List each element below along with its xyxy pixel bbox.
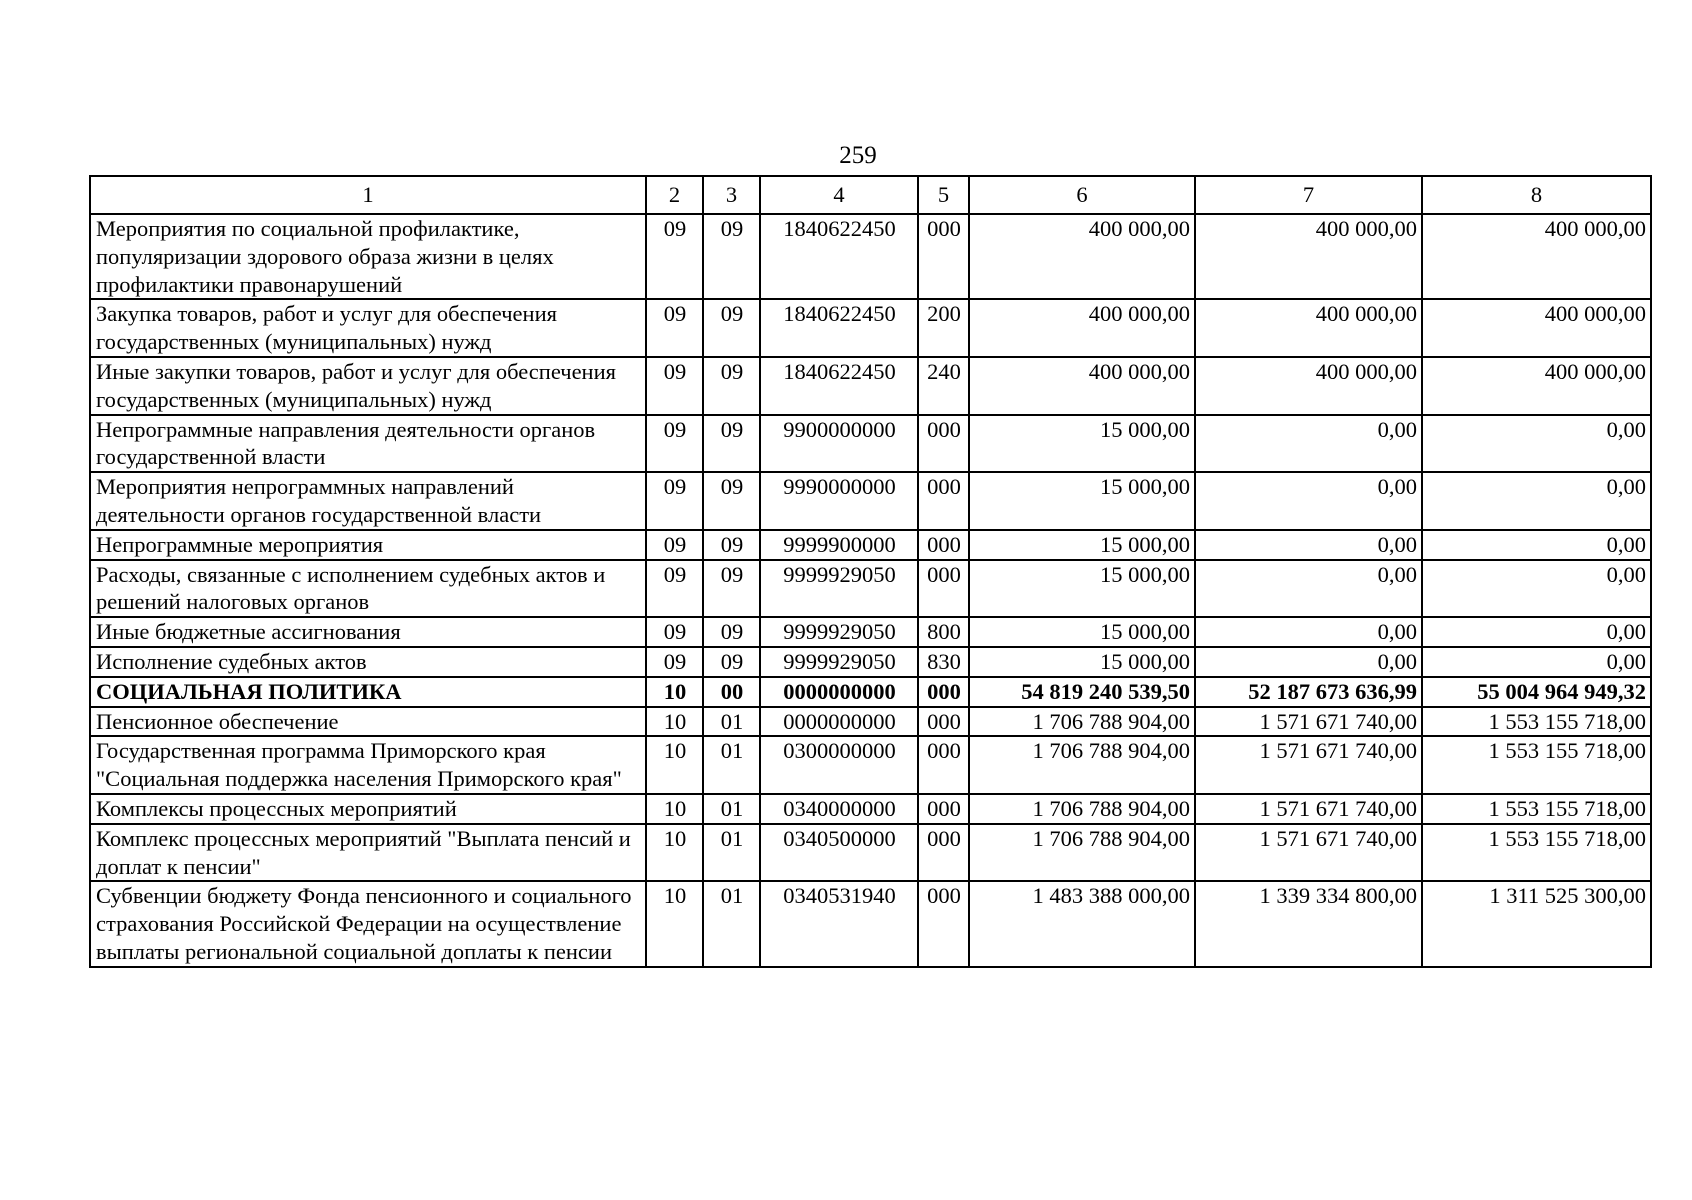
subsection-code: 00 <box>703 677 760 707</box>
subsection-code: 01 <box>703 707 760 737</box>
amount-col-7: 0,00 <box>1195 472 1422 530</box>
amount-col-7: 1 339 334 800,00 <box>1195 881 1422 966</box>
expense-type-code: 000 <box>918 530 969 560</box>
amount-col-8: 0,00 <box>1422 560 1651 618</box>
subsection-code: 09 <box>703 530 760 560</box>
amount-col-6: 1 706 788 904,00 <box>969 794 1195 824</box>
row-name: Мероприятия по социальной профилактике, популяризации здорового образа жизни в целях профилактики правонарушений <box>90 214 646 299</box>
table-row <box>90 707 1651 737</box>
amount-col-7: 0,00 <box>1195 617 1422 647</box>
amount-col-6: 400 000,00 <box>969 357 1195 415</box>
page-number: 259 <box>839 142 877 169</box>
amount-col-7: 1 571 671 740,00 <box>1195 824 1422 882</box>
target-article-code: 0340500000 <box>760 824 918 882</box>
amount-col-6: 15 000,00 <box>969 472 1195 530</box>
expense-type-code: 000 <box>918 214 969 299</box>
expense-type-code: 000 <box>918 472 969 530</box>
column-header-5: 5 <box>918 176 969 214</box>
target-article-code: 0340000000 <box>760 794 918 824</box>
amount-col-6: 1 706 788 904,00 <box>969 736 1195 794</box>
row-name: Пенсионное обеспечение <box>90 707 646 737</box>
table-row <box>90 214 1651 299</box>
target-article-code: 1840622450 <box>760 214 918 299</box>
amount-col-6: 1 706 788 904,00 <box>969 824 1195 882</box>
expense-type-code: 200 <box>918 299 969 357</box>
amount-col-8: 0,00 <box>1422 647 1651 677</box>
target-article-code: 9999929050 <box>760 647 918 677</box>
section-code: 09 <box>646 472 703 530</box>
column-header-2: 2 <box>646 176 703 214</box>
expense-type-code: 000 <box>918 707 969 737</box>
section-code: 09 <box>646 214 703 299</box>
amount-col-8: 400 000,00 <box>1422 299 1651 357</box>
subsection-code: 09 <box>703 214 760 299</box>
expense-type-code: 830 <box>918 647 969 677</box>
section-code: 09 <box>646 560 703 618</box>
target-article-code: 0340531940 <box>760 881 918 966</box>
table-row <box>90 560 1651 618</box>
amount-col-6: 1 706 788 904,00 <box>969 707 1195 737</box>
expense-type-code: 000 <box>918 736 969 794</box>
amount-col-7: 400 000,00 <box>1195 214 1422 299</box>
expense-type-code: 000 <box>918 881 969 966</box>
table-body <box>90 214 1651 967</box>
section-code: 10 <box>646 794 703 824</box>
row-name: Исполнение судебных актов <box>90 647 646 677</box>
amount-col-7: 400 000,00 <box>1195 357 1422 415</box>
table-row <box>90 617 1651 647</box>
row-name: Иные бюджетные ассигнования <box>90 617 646 647</box>
amount-col-8: 55 004 964 949,32 <box>1422 677 1651 707</box>
amount-col-8: 1 553 155 718,00 <box>1422 736 1651 794</box>
expense-type-code: 000 <box>918 677 969 707</box>
section-code: 10 <box>646 736 703 794</box>
amount-col-6: 1 483 388 000,00 <box>969 881 1195 966</box>
expense-type-code: 000 <box>918 824 969 882</box>
row-name: Иные закупки товаров, работ и услуг для обеспечения государственных (муниципальных) нужд <box>90 357 646 415</box>
target-article-code: 0000000000 <box>760 677 918 707</box>
section-code: 10 <box>646 707 703 737</box>
header-row <box>90 176 1651 214</box>
section-code: 10 <box>646 677 703 707</box>
amount-col-7: 1 571 671 740,00 <box>1195 794 1422 824</box>
subsection-code: 09 <box>703 560 760 618</box>
table-row <box>90 472 1651 530</box>
column-header-4: 4 <box>760 176 918 214</box>
section-code: 09 <box>646 530 703 560</box>
expense-type-code: 000 <box>918 415 969 473</box>
amount-col-6: 15 000,00 <box>969 415 1195 473</box>
budget-table <box>89 175 1652 968</box>
section-code: 09 <box>646 299 703 357</box>
table-header <box>90 176 1651 214</box>
expense-type-code: 000 <box>918 794 969 824</box>
target-article-code: 1840622450 <box>760 299 918 357</box>
amount-col-7: 0,00 <box>1195 415 1422 473</box>
column-header-3: 3 <box>703 176 760 214</box>
section-code: 09 <box>646 617 703 647</box>
amount-col-8: 400 000,00 <box>1422 357 1651 415</box>
target-article-code: 9900000000 <box>760 415 918 473</box>
target-article-code: 0000000000 <box>760 707 918 737</box>
amount-col-8: 0,00 <box>1422 472 1651 530</box>
table-row <box>90 647 1651 677</box>
row-name: Комплекс процессных мероприятий "Выплата пенсий и доплат к пенсии" <box>90 824 646 882</box>
target-article-code: 9999929050 <box>760 560 918 618</box>
row-name: СОЦИАЛЬНАЯ ПОЛИТИКА <box>90 677 646 707</box>
column-header-1: 1 <box>90 176 646 214</box>
expense-type-code: 000 <box>918 560 969 618</box>
amount-col-7: 0,00 <box>1195 530 1422 560</box>
target-article-code: 9999900000 <box>760 530 918 560</box>
table-row <box>90 824 1651 882</box>
subsection-code: 09 <box>703 472 760 530</box>
target-article-code: 9999929050 <box>760 617 918 647</box>
subsection-code: 09 <box>703 415 760 473</box>
table-row <box>90 881 1651 966</box>
target-article-code: 1840622450 <box>760 357 918 415</box>
amount-col-6: 400 000,00 <box>969 299 1195 357</box>
row-name: Закупка товаров, работ и услуг для обеспечения государственных (муниципальных) нужд <box>90 299 646 357</box>
row-name: Непрограммные направления деятельности органов государственной власти <box>90 415 646 473</box>
amount-col-7: 0,00 <box>1195 560 1422 618</box>
amount-col-8: 1 553 155 718,00 <box>1422 794 1651 824</box>
column-header-8: 8 <box>1422 176 1651 214</box>
subsection-code: 09 <box>703 357 760 415</box>
amount-col-8: 1 553 155 718,00 <box>1422 707 1651 737</box>
target-article-code: 0300000000 <box>760 736 918 794</box>
column-header-6: 6 <box>969 176 1195 214</box>
column-header-7: 7 <box>1195 176 1422 214</box>
amount-col-7: 52 187 673 636,99 <box>1195 677 1422 707</box>
expense-type-code: 240 <box>918 357 969 415</box>
amount-col-6: 54 819 240 539,50 <box>969 677 1195 707</box>
row-name: Государственная программа Приморского края "Социальная поддержка населения Приморского края" <box>90 736 646 794</box>
amount-col-6: 15 000,00 <box>969 617 1195 647</box>
row-name: Расходы, связанные с исполнением судебных актов и решений налоговых органов <box>90 560 646 618</box>
row-name: Непрограммные мероприятия <box>90 530 646 560</box>
table-row <box>90 794 1651 824</box>
amount-col-7: 1 571 671 740,00 <box>1195 736 1422 794</box>
amount-col-8: 1 311 525 300,00 <box>1422 881 1651 966</box>
target-article-code: 9990000000 <box>760 472 918 530</box>
section-code: 09 <box>646 647 703 677</box>
amount-col-6: 15 000,00 <box>969 530 1195 560</box>
section-code: 09 <box>646 415 703 473</box>
amount-col-8: 0,00 <box>1422 617 1651 647</box>
expense-type-code: 800 <box>918 617 969 647</box>
amount-col-8: 1 553 155 718,00 <box>1422 824 1651 882</box>
amount-col-8: 0,00 <box>1422 530 1651 560</box>
subsection-code: 09 <box>703 299 760 357</box>
amount-col-6: 15 000,00 <box>969 560 1195 618</box>
amount-col-7: 1 571 671 740,00 <box>1195 707 1422 737</box>
table-row <box>90 530 1651 560</box>
table-row <box>90 677 1651 707</box>
section-code: 10 <box>646 881 703 966</box>
amount-col-6: 400 000,00 <box>969 214 1195 299</box>
subsection-code: 01 <box>703 824 760 882</box>
subsection-code: 01 <box>703 881 760 966</box>
amount-col-6: 15 000,00 <box>969 647 1195 677</box>
table-row <box>90 415 1651 473</box>
amount-col-8: 0,00 <box>1422 415 1651 473</box>
amount-col-8: 400 000,00 <box>1422 214 1651 299</box>
row-name: Мероприятия непрограммных направлений деятельности органов государственной власти <box>90 472 646 530</box>
subsection-code: 09 <box>703 617 760 647</box>
section-code: 10 <box>646 824 703 882</box>
row-name: Субвенции бюджету Фонда пенсионного и социального страхования Российской Федерации на осуществление выплаты региональной социальной доплаты к пенсии <box>90 881 646 966</box>
row-name: Комплексы процессных мероприятий <box>90 794 646 824</box>
table-row <box>90 736 1651 794</box>
section-code: 09 <box>646 357 703 415</box>
subsection-code: 01 <box>703 736 760 794</box>
table-row <box>90 357 1651 415</box>
table-row <box>90 299 1651 357</box>
amount-col-7: 400 000,00 <box>1195 299 1422 357</box>
subsection-code: 01 <box>703 794 760 824</box>
subsection-code: 09 <box>703 647 760 677</box>
amount-col-7: 0,00 <box>1195 647 1422 677</box>
